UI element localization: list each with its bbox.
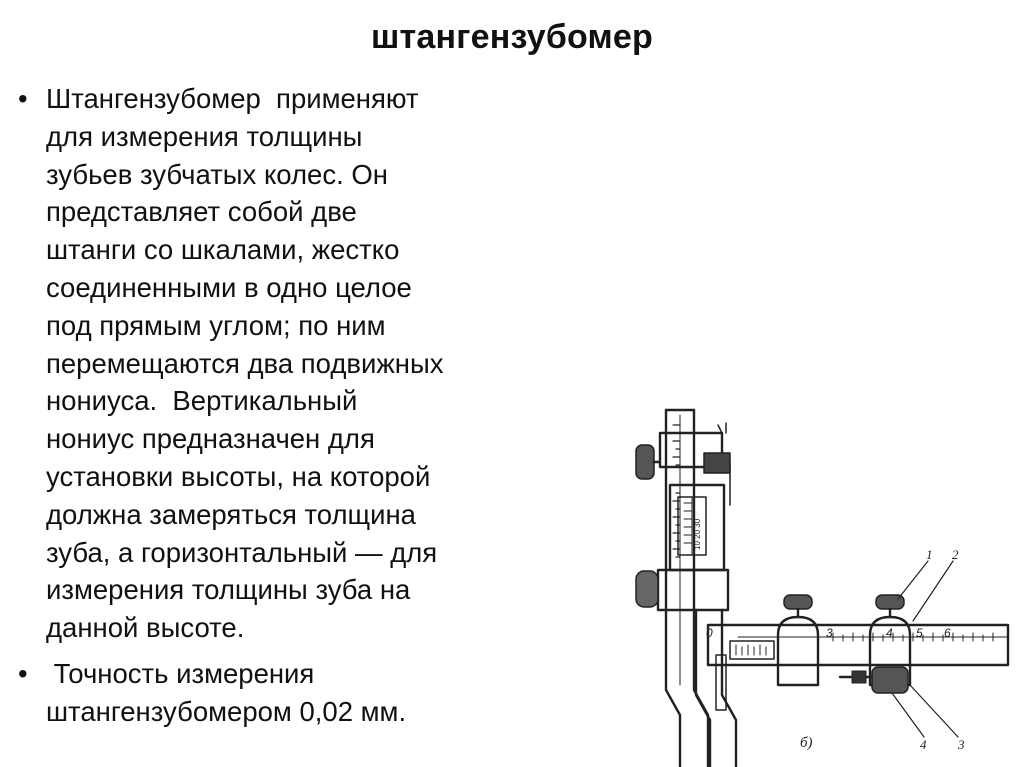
horizontal-fixed-jaw xyxy=(778,595,818,685)
h-scale-label: 6 xyxy=(944,626,951,640)
vertical-lower-slider xyxy=(636,570,728,610)
bullet-item-description xyxy=(18,80,578,647)
h-scale-label: 4 xyxy=(886,626,893,640)
text-line: установки высоты, на которой xyxy=(46,460,431,492)
horizontal-moving-jaw xyxy=(840,595,910,693)
bullet-marker: • xyxy=(18,83,28,114)
text-line: зуба, а горизонтальный — для xyxy=(46,536,438,568)
slide-title: штангензубомер xyxy=(371,18,653,56)
bullet-list xyxy=(18,80,578,731)
text-line: перемещаются два подвижных xyxy=(46,347,444,379)
text-line: под прямым углом; по ним xyxy=(46,309,386,341)
text-line: нониус предназначен для xyxy=(46,423,375,455)
upper-clamp-knob xyxy=(636,445,660,479)
gear-tooth-caliper-drawing xyxy=(618,385,1018,767)
vertical-beam xyxy=(666,410,708,767)
callout-2: 2 xyxy=(952,547,959,562)
text-line: зубьев зубчатых колес. Он xyxy=(46,158,388,190)
text-line: для измерения толщины xyxy=(46,120,363,152)
callout-1: 1 xyxy=(926,547,933,562)
text-line: данной высоте. xyxy=(46,612,245,644)
bullet-item-accuracy xyxy=(18,655,578,731)
callout-3: 3 xyxy=(958,737,965,752)
bullet-marker: • xyxy=(18,657,28,689)
horizontal-vernier xyxy=(730,641,774,659)
figure-caption: б) xyxy=(800,735,813,751)
h-scale-label: 0 xyxy=(706,626,713,640)
text-line: Точность измерения xyxy=(46,657,315,689)
measuring-jaws xyxy=(696,610,736,767)
vertical-vernier-digits: 10 20 30 xyxy=(693,518,702,550)
text-line: измерения толщины зуба на xyxy=(46,574,411,606)
text-line: соединенными в одно целое xyxy=(46,271,412,303)
text-line: представляет собой две xyxy=(46,196,357,228)
text-line: штанги со шкалами, жестко xyxy=(46,234,400,266)
callout-4: 4 xyxy=(920,737,927,752)
text-line: штангензубомером 0,02 мм. xyxy=(46,695,407,727)
text-line: нониуса. Вертикальный xyxy=(46,385,358,417)
h-scale-label: 5 xyxy=(916,626,923,640)
callout-leaders xyxy=(892,561,958,737)
text-line: должна замеряться толщина xyxy=(46,498,416,530)
text-line: Штангензубомер применяют xyxy=(46,83,419,114)
h-scale-label: 3 xyxy=(826,626,833,640)
